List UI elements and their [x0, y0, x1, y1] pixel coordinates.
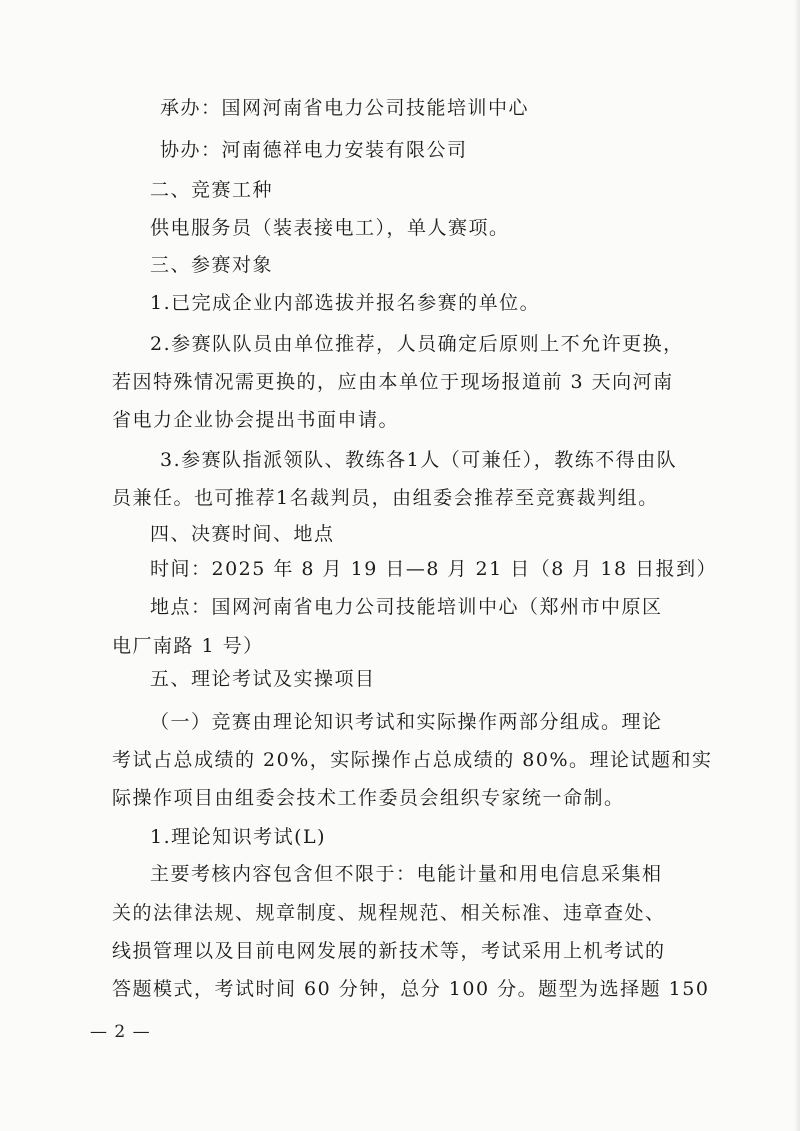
paragraph-line: 省电力企业协会提出书面申请。 — [112, 409, 400, 431]
section-heading-5: 五、理论考试及实操项目 — [150, 668, 376, 690]
paragraph-line: 若因特殊情况需更换的，应由本单位于现场报道前 3 天向河南 — [112, 371, 674, 393]
section-heading-4: 四、决赛时间、地点 — [150, 523, 335, 545]
paragraph-line: 答题模式，考试时间 60 分钟，总分 100 分。题型为选择题 150 — [112, 978, 710, 1000]
paragraph-line: 线损管理以及目前电网发展的新技术等，考试采用上机考试的 — [112, 940, 666, 962]
organizer-line: 承办：国网河南省电力公司技能培训中心 — [160, 97, 530, 119]
section-heading-2: 二、竞赛工种 — [150, 179, 274, 201]
page-edge-shadow — [794, 0, 800, 1131]
co-organizer-line: 协办：河南德祥电力安装有限公司 — [160, 139, 468, 161]
paragraph-line: 3.参赛队指派领队、教练各1人（可兼任），教练不得由队 — [160, 449, 678, 471]
subsection-heading: 1.理论知识考试(L) — [150, 826, 327, 848]
paragraph-line: 1.已完成企业内部选拔并报名参赛的单位。 — [150, 292, 541, 314]
paragraph-line: 员兼任。也可推荐1名裁判员，由组委会推荐至竞赛裁判组。 — [112, 487, 659, 509]
location-line: 地点：国网河南省电力公司技能培训中心（郑州市中原区 — [150, 596, 663, 618]
paragraph-line: 2.参赛队队员由单位推荐，人员确定后原则上不允许更换， — [150, 333, 684, 355]
time-line: 时间：2025 年 8 月 19 日—8 月 21 日（8 月 18 日报到） — [150, 558, 718, 580]
section-heading-3: 三、参赛对象 — [150, 254, 274, 276]
paragraph-line: 主要考核内容包含但不限于：电能计量和用电信息采集相 — [150, 863, 663, 885]
paragraph-line: 供电服务员（装表接电工），单人赛项。 — [150, 217, 510, 239]
paragraph-line: （一）竞赛由理论知识考试和实际操作两部分组成。理论 — [150, 711, 663, 733]
page-number: — 2 — — [90, 1022, 151, 1042]
paragraph-line: 关的法律法规、规章制度、规程规范、相关标准、违章查处、 — [112, 902, 666, 924]
paragraph-line: 际操作项目由组委会技术工作委员会组织专家统一命制。 — [112, 787, 625, 809]
paragraph-line: 电厂南路 1 号） — [112, 635, 264, 657]
paragraph-line: 考试占总成绩的 20%，实际操作占总成绩的 80%。理论试题和实 — [112, 749, 713, 771]
